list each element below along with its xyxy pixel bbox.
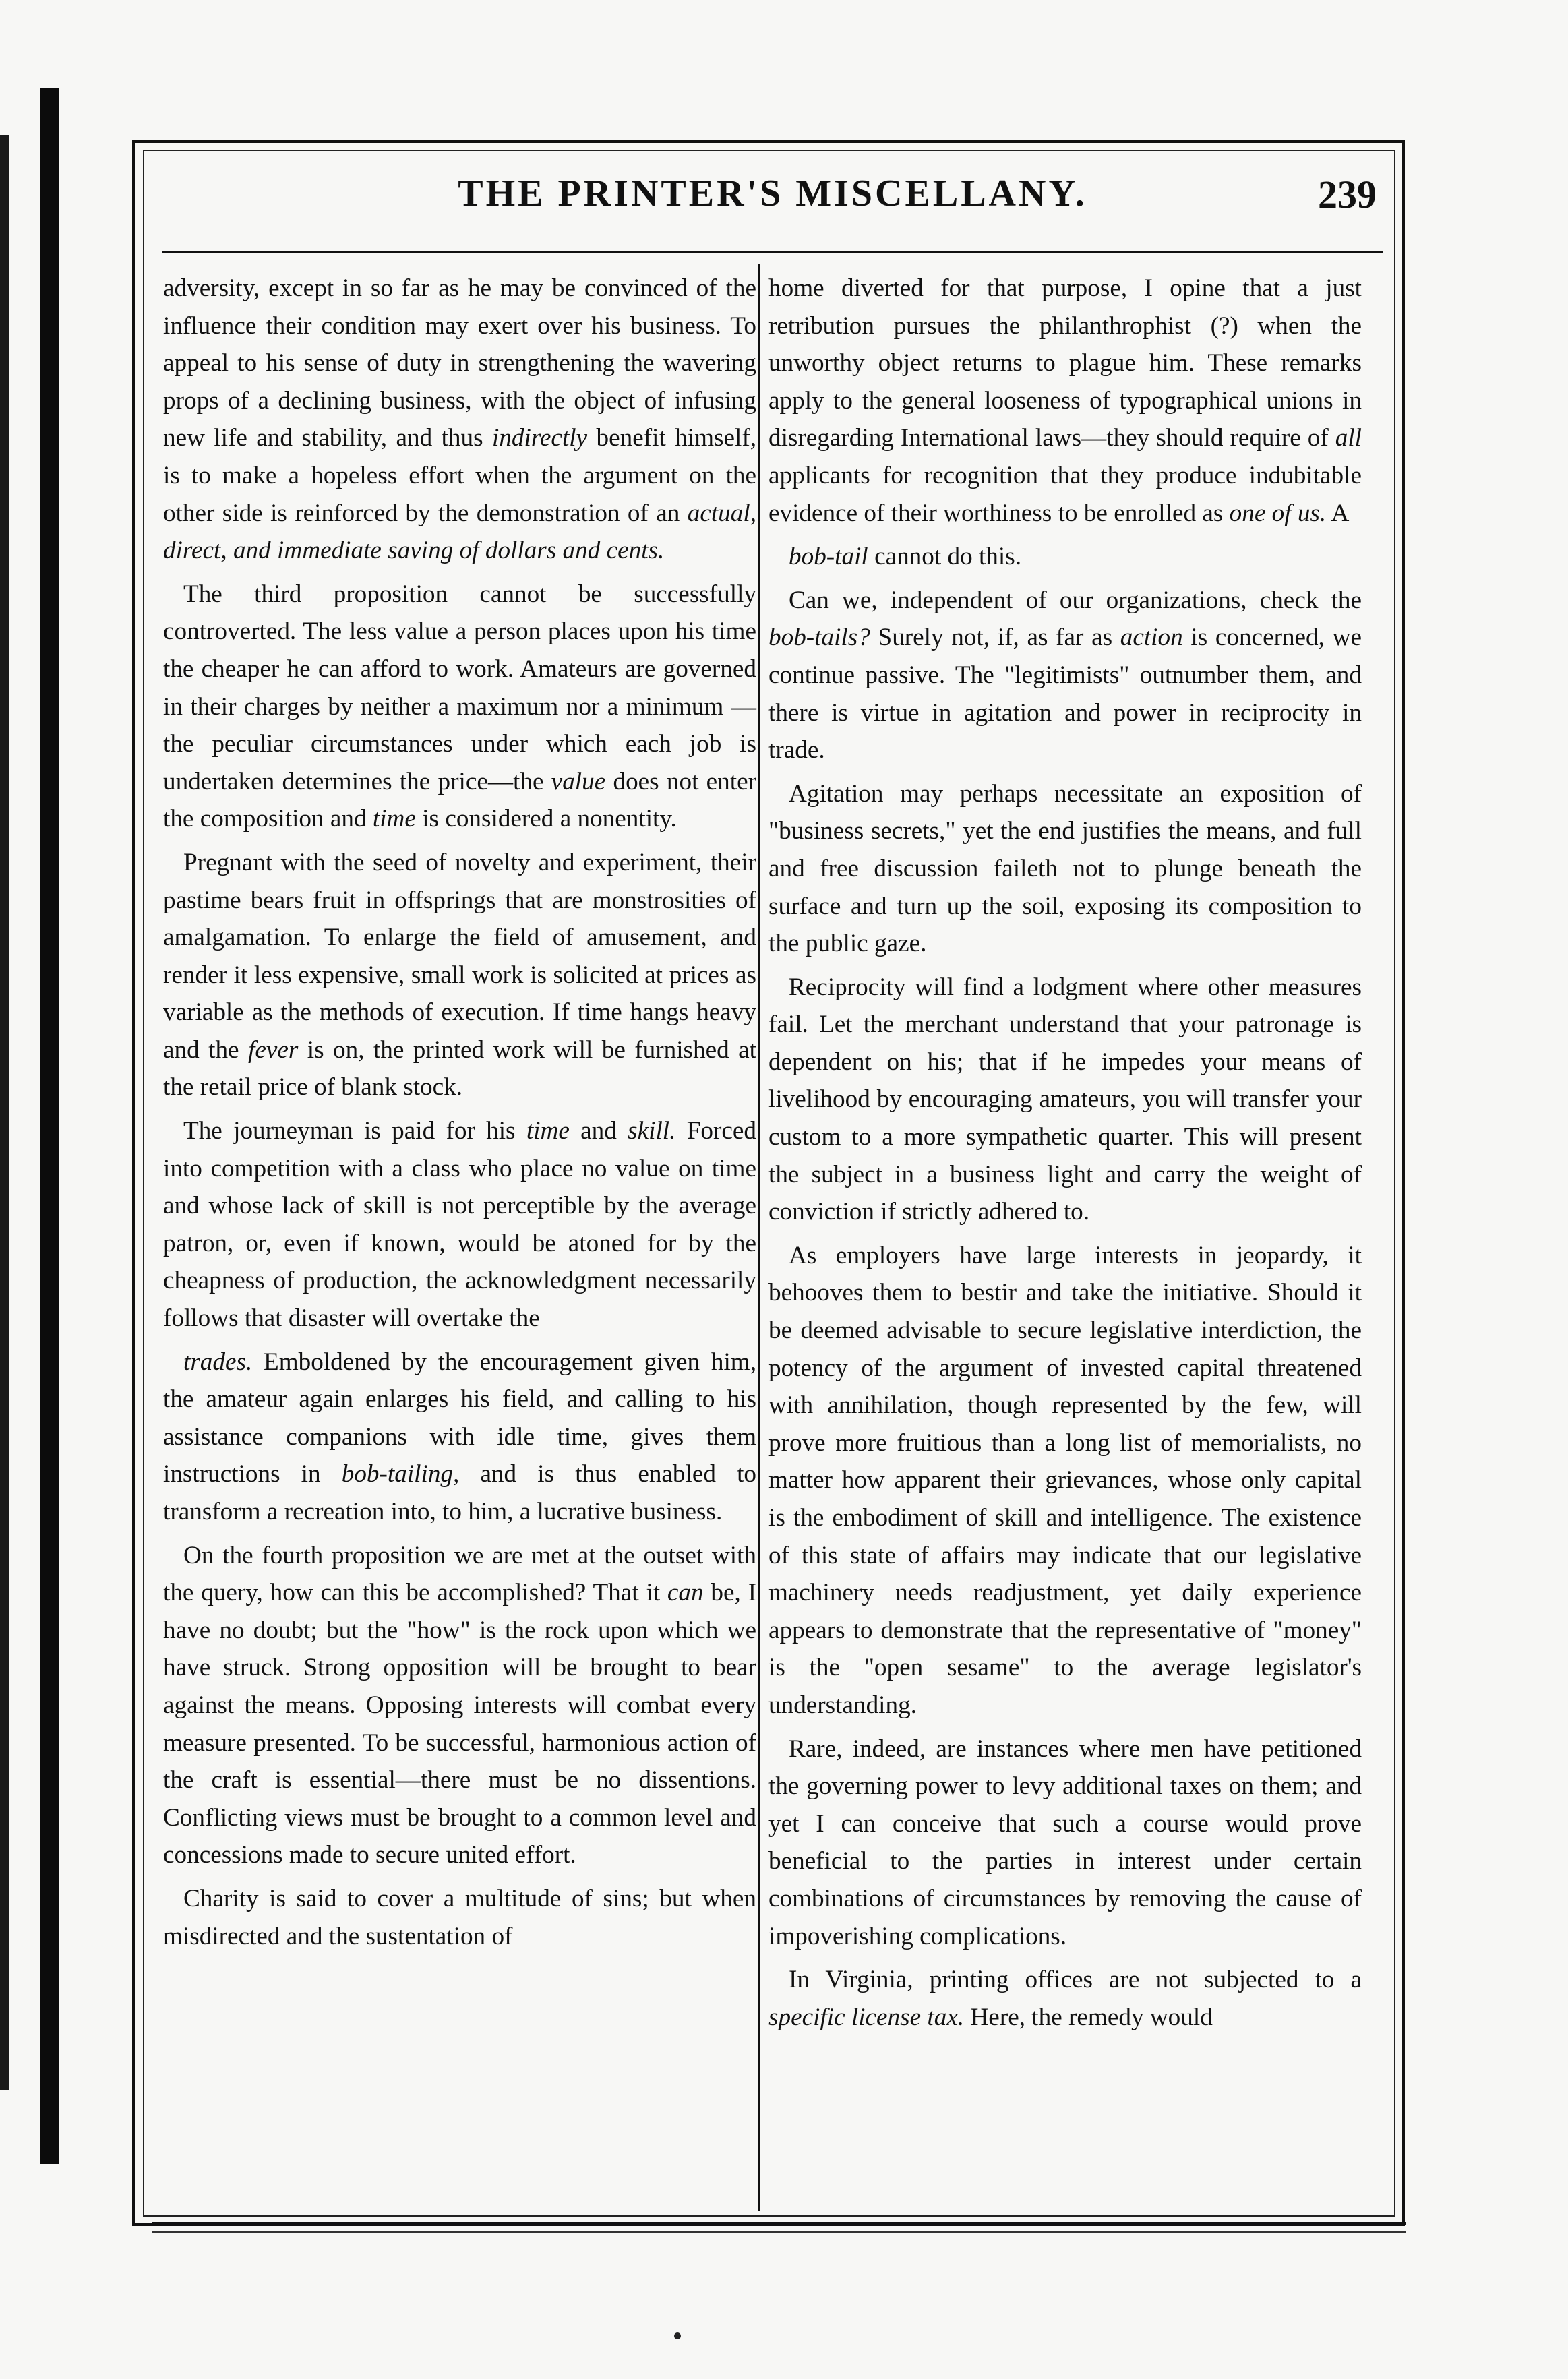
italic-text: can xyxy=(667,1579,704,1607)
text-run: Rare, indeed, are instances where men have petitioned the governing power to levy additional taxes on them; and yet I can conceive that such a course would prove beneficial to the parties in interest under certain combinations of circumstances by removing the cause of impoverishing complications. xyxy=(768,1735,1362,1950)
paragraph xyxy=(163,576,756,838)
page-dot-mark xyxy=(674,2332,681,2339)
paragraph xyxy=(768,1237,1362,1724)
italic-text: skill. xyxy=(628,1117,676,1145)
italic-text: value xyxy=(551,767,606,795)
paragraph xyxy=(768,1730,1362,1956)
text-run: Surely not, if, as far as xyxy=(870,624,1120,652)
italic-text: time xyxy=(372,805,416,833)
italic-text: one of us. xyxy=(1229,499,1327,527)
text-run: Can we, independent of our organizations, check the xyxy=(789,586,1362,614)
italic-text: indirectly xyxy=(491,424,588,452)
text-run: benefit himself, is to make a hopeless effort when the argument on the other side is reinforced by the demonstration of an xyxy=(163,424,756,527)
text-run: The third proposition cannot be successfully controverted. The less value a person places upon his time the cheaper he can afford to work. Amateurs are governed in their charges by neither a maximum nor a minimum — the peculiar circumstances under which each job is undertaken determines the price—the xyxy=(163,580,756,795)
text-run: home diverted for that purpose, I opine that a just retribution pursues the philanthrophist (?) when the unworthy object returns to plague him. These remarks apply to the general looseness of typographical unions in disregarding International laws—they should require of xyxy=(768,274,1362,452)
paragraph xyxy=(768,538,1362,576)
text-run: Pregnant with the seed of novelty and experiment, their pastime bears fruit in offsprings that are monstrosities of amalgamation. To enlarge the field of amusement, and render it less expensive, small work is solicited at prices as variable as the methods of execution. If time hangs heavy and the xyxy=(163,848,756,1064)
left-column xyxy=(163,270,756,2204)
text-run: A xyxy=(1326,499,1350,527)
italic-text: time xyxy=(526,1117,570,1145)
text-run: does not enter the composition and xyxy=(163,767,756,833)
right-column xyxy=(768,270,1362,2204)
bottom-rule xyxy=(152,2222,1406,2225)
italic-text: bob-tail xyxy=(789,543,868,571)
paragraph xyxy=(163,270,756,570)
text-run: and is thus enabled to transform a recreation into, to him, a lucrative business. xyxy=(163,1460,757,1526)
paragraph xyxy=(768,1961,1362,2036)
page-edge-shadow xyxy=(0,135,9,2090)
book-binding-shadow xyxy=(40,88,59,2164)
text-run: Here, the remedy would xyxy=(964,2003,1213,2031)
text-run: Charity is said to cover a multitude of sins; but when misdirected and the sustentation of xyxy=(163,1884,756,1950)
column-divider xyxy=(758,264,760,2211)
text-run: In Virginia, printing offices are not subjected to a xyxy=(789,1966,1362,1994)
italic-text: action xyxy=(1120,624,1183,652)
page-header xyxy=(162,172,1383,233)
text-run: adversity, except in so far as he may be convinced of the influence their condition may exert over his business. To appeal to his sense of duty in strengthening the wavering props of a declining business, with the object of infusing new life and stability, and thus xyxy=(163,274,756,452)
paragraph xyxy=(768,775,1362,963)
text-run: Emboldened by the encouragement given him, the amateur again enlarges his field, and calling to his assistance companions with idle time, gives them instructions in xyxy=(163,1348,756,1488)
text-run: Agitation may perhaps necessitate an exposition of "business secrets," yet the end justifies the means, and full and free discussion faileth not to plunge beneath the surface and turn up the soil, exposing its composition to the public gaze. xyxy=(768,779,1362,958)
italic-text: specific license tax. xyxy=(768,2003,965,2031)
italic-text: all xyxy=(1335,424,1362,452)
italic-text: bob-tails? xyxy=(768,624,870,652)
italic-text: actual, direct, and immediate saving of dollars and cents. xyxy=(163,499,756,565)
text-run: and xyxy=(569,1117,628,1145)
header-rule xyxy=(162,251,1383,253)
italic-text: trades. xyxy=(183,1348,253,1376)
text-run: applicants for recognition that they produce indubitable evidence of their worthiness to be enrolled as xyxy=(768,461,1362,527)
text-run: is concerned, we continue passive. The "legitimists" outnumber them, and there is virtue in agitation and power in reciprocity in trade. xyxy=(768,624,1362,764)
paragraph xyxy=(163,1537,756,1874)
text-run: As employers have large interests in jeopardy, it behooves them to bestir and take the initiative. Should it be deemed advisable to secure legislative interdiction, the potency of the argument of invested capital threatened with annihilation, though represented by the few, will prove more fruitious than a long list of memorialists, no matter how apparent their grievances, whose only capital is the embodiment of skill and intelligence. The existence of this state of affairs may indicate that our legislative machinery needs readjustment, yet daily experience appears to demonstrate that the representative of "money" is the "open sesame" to the average legislator's understanding. xyxy=(768,1241,1362,1719)
text-run: Forced into competition with a class who place no value on time and whose lack of skill is not perceptible by the average patron, or, even if known, would be atoned for by the cheapness of production, the acknowledgment necessarily follows that disaster will overtake the xyxy=(163,1117,757,1333)
running-title: THE PRINTER'S MISCELLANY. xyxy=(458,173,1087,214)
italic-text: fever xyxy=(248,1035,299,1064)
bottom-rule-thin xyxy=(152,2231,1406,2233)
text-run: be, I have no doubt; but the "how" is the rock upon which we have struck. Strong opposition will be brought to bear against the means. Opposing interests will combat every measure presented. To be successful, harmonious action of the craft is essential—there must be no dissentions. Conflicting views must be brought to a common level and concessions made to secure united effort. xyxy=(163,1579,757,1869)
paragraph xyxy=(163,1112,756,1337)
paragraph xyxy=(768,582,1362,769)
text-run: cannot do this. xyxy=(868,543,1021,571)
page-number: 239 xyxy=(1318,173,1377,216)
paragraph xyxy=(163,1880,756,1955)
italic-text: bob-tailing, xyxy=(341,1460,460,1488)
text-run: Reciprocity will find a lodgment where other measures fail. Let the merchant understand that your patronage is dependent on his; that if he impedes your means of livelihood by encouraging amateurs, you will transfer your custom to a more sympathetic quarter. This will present the subject in a business light and carry the weight of conviction if strictly adhered to. xyxy=(768,973,1362,1226)
paragraph xyxy=(163,844,756,1106)
text-run: is considered a nonentity. xyxy=(415,805,677,833)
paragraph xyxy=(768,969,1362,1231)
text-run: The journeyman is paid for his xyxy=(183,1117,526,1145)
paragraph xyxy=(163,1344,756,1531)
paragraph xyxy=(768,270,1362,532)
text-run: On the fourth proposition we are met at the outset with the query, how can this be accomplished? That it xyxy=(163,1541,756,1607)
text-run: is on, the printed work will be furnished at the retail price of blank stock. xyxy=(163,1035,756,1102)
